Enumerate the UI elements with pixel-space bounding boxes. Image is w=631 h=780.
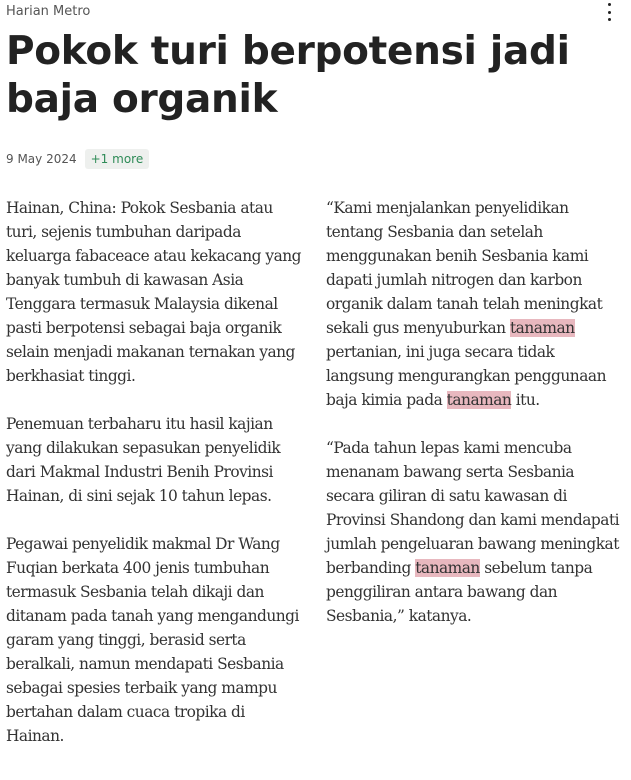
article-column-right xyxy=(326,196,622,652)
more-sources-chip[interactable]: +1 more xyxy=(85,149,150,169)
source-name[interactable]: Harian Metro xyxy=(6,4,91,19)
paragraph xyxy=(326,196,622,412)
highlighted-term: tanaman xyxy=(415,559,480,577)
paragraph xyxy=(326,436,622,628)
publish-date: 9 May 2024 xyxy=(6,152,77,166)
highlighted-term: tanaman xyxy=(446,391,512,409)
highlighted-term: tanaman xyxy=(509,319,575,337)
paragraph: Penemuan terbaharu itu hasil kajian yang dilakukan sepasukan penyelidik dari Makmal Industri Benih Provinsi Hainan, di sini sejak 10 tahun lepas. xyxy=(6,415,281,505)
text-run: “Kami menjalankan penyelidikan tentang Sesbania dan setelah menggunakan benih Sesbania kami dapati jumlah nitrogen dan karbon organik dalam tanah telah meningkat sekali gus menyuburkan xyxy=(326,199,603,337)
text-run: pertanian, ini juga secara tidak langsung mengurangkan penggunaan baja kimia pada xyxy=(326,343,606,409)
text-run: itu. xyxy=(515,391,540,409)
paragraph: Hainan, China: Pokok Sesbania atau turi, sejenis tumbuhan daripada keluarga fabaceace atau kekacang yang banyak tumbuh di kawasan Asia Tenggara termasuk Malaysia dikenal pasti berpotensi sebagai baja organik selain menjadi makanan ternakan yang berkhasiat tinggi. xyxy=(6,199,302,385)
text-run: sebelum tanpa penggiliran antara bawang dan Sesbania,” katanya. xyxy=(326,559,593,625)
more-vertical-icon[interactable] xyxy=(602,3,616,21)
paragraph: Pegawai penyelidik makmal Dr Wang Fuqian berkata 400 jenis tumbuhan termasuk Sesbania telah dikaji dan ditanam pada tanah yang mengandungi garam yang tinggi, berasid serta beralkali, namun mendapati Sesbania sebagai spesies terbaik yang mampu bertahan dalam cuaca tropika di Hainan. xyxy=(6,535,299,745)
article-meta xyxy=(6,148,149,170)
article-headline: Pokok turi berpotensi jadi baja organik xyxy=(6,29,570,122)
top-bar xyxy=(0,0,631,26)
text-run: “Pada tahun lepas kami mencuba menanam bawang serta Sesbania secara giliran di satu kawasan di Provinsi Shandong dan kami mendapati jumlah pengeluaran bawang meningkat berbanding xyxy=(326,439,620,577)
article-column-left xyxy=(6,196,304,772)
